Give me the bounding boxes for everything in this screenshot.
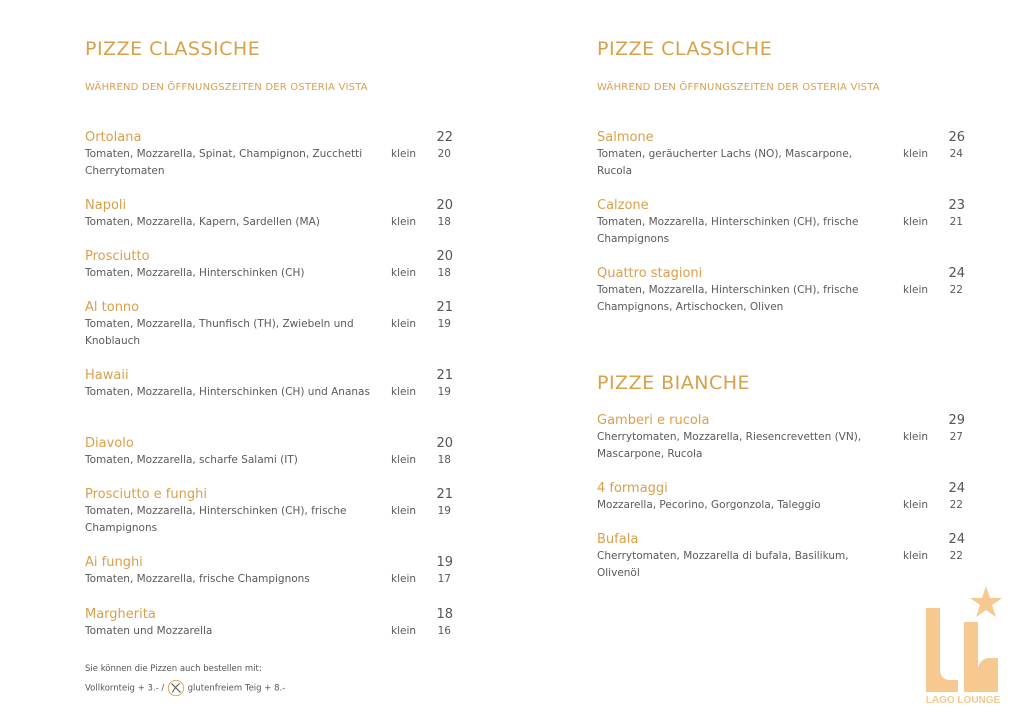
- menu-item: [85, 299, 453, 350]
- item-price: 22: [436, 130, 453, 145]
- small-size-price: 19: [437, 318, 451, 330]
- item-price: 24: [948, 481, 965, 496]
- small-size-label: klein: [391, 573, 417, 585]
- item-description: Tomaten, Mozzarella, Thunfisch (TH), Zwiebeln und Knoblauch: [85, 318, 354, 347]
- menu-item: [597, 197, 965, 248]
- item-description: Mozzarella, Pecorino, Gorgonzola, Taleggio: [597, 499, 821, 511]
- item-name: Bufala: [597, 532, 639, 547]
- item-price: 21: [436, 368, 453, 383]
- footer-note: Sie können die Pizzen auch bestellen mit:: [85, 664, 262, 674]
- small-size-label: klein: [391, 148, 417, 160]
- item-name: Calzone: [597, 198, 649, 213]
- item-name: Margherita: [85, 607, 156, 622]
- right-section-title: PIZZE CLASSICHE: [597, 38, 773, 60]
- menu-item: [85, 486, 453, 537]
- menu-item: [85, 606, 453, 640]
- item-name: Ortolana: [85, 130, 142, 145]
- item-description: Tomaten und Mozzarella: [85, 625, 213, 637]
- item-name: Diavolo: [85, 436, 134, 451]
- item-price: 24: [948, 532, 965, 547]
- small-size-price: 17: [437, 573, 451, 585]
- menu-item: [597, 480, 965, 514]
- svg-text:LAGO LOUNGE: LAGO LOUNGE: [925, 695, 1001, 706]
- item-description: Tomaten, geräucherter Lachs (NO), Mascarpone, Rucola: [597, 148, 853, 177]
- lago-lounge-logo: [918, 584, 1008, 706]
- item-name: Napoli: [85, 198, 127, 213]
- left-section-subtitle: WÄHREND DEN ÖFFNUNGSZEITEN DER OSTERIA VISTA: [85, 82, 368, 93]
- bianche-section-title: PIZZE BIANCHE: [597, 372, 751, 394]
- item-description: Tomaten, Mozzarella, frische Champignons: [85, 573, 310, 585]
- item-description: Cherrytomaten, Mozzarella, Riesencrevetten (VN), Mascarpone, Rucola: [597, 431, 862, 460]
- small-size-label: klein: [903, 550, 929, 562]
- item-description: Tomaten, Mozzarella, Spinat, Champignon, Zucchetti Cherrytomaten: [85, 148, 363, 177]
- menu-item: [597, 129, 965, 180]
- item-description: Tomaten, Mozzarella, Hinterschinken (CH): [85, 267, 305, 279]
- item-name: Quattro stagioni: [597, 266, 703, 281]
- small-size-price: 20: [437, 148, 451, 160]
- menu-item: [597, 265, 965, 316]
- item-price: 26: [948, 130, 965, 145]
- small-size-label: klein: [903, 284, 929, 296]
- item-price: 21: [436, 487, 453, 502]
- small-size-label: klein: [903, 216, 929, 228]
- small-size-price: 18: [437, 454, 451, 466]
- item-description: Tomaten, Mozzarella, scharfe Salami (IT): [85, 454, 298, 466]
- item-price: 20: [436, 198, 453, 213]
- small-size-price: 22: [949, 550, 963, 562]
- small-size-price: 24: [949, 148, 963, 160]
- small-size-label: klein: [903, 499, 929, 511]
- item-description: Tomaten, Mozzarella, Hinterschinken (CH), frische Champignons: [85, 505, 347, 534]
- small-size-label: klein: [391, 318, 417, 330]
- item-price: 20: [436, 249, 453, 264]
- item-name: Prosciutto: [85, 249, 150, 264]
- gluten-free-option: glutenfreiem Teig + 8.-: [187, 683, 286, 694]
- small-size-price: 18: [437, 267, 451, 279]
- item-description: Tomaten, Mozzarella, Kapern, Sardellen (MA): [85, 216, 320, 228]
- menu-item: [85, 248, 453, 282]
- menu-item: [85, 197, 453, 231]
- item-price: 23: [948, 198, 965, 213]
- right-section-subtitle: WÄHREND DEN ÖFFNUNGSZEITEN DER OSTERIA VISTA: [597, 82, 880, 93]
- small-size-price: 21: [949, 216, 963, 228]
- small-size-label: klein: [391, 454, 417, 466]
- item-description: Tomaten, Mozzarella, Hinterschinken (CH), frische Champignons, Artischocken, Oliven: [597, 284, 859, 313]
- small-size-price: 22: [949, 499, 963, 511]
- small-size-label: klein: [391, 386, 417, 398]
- item-description: Tomaten, Mozzarella, Hinterschinken (CH) und Ananas: [85, 386, 370, 398]
- menu-item: [597, 412, 965, 463]
- small-size-price: 22: [949, 284, 963, 296]
- item-name: Al tonno: [85, 300, 140, 315]
- menu-item: [85, 367, 453, 401]
- item-name: Prosciutto e funghi: [85, 487, 207, 502]
- left-section-title: PIZZE CLASSICHE: [85, 38, 261, 60]
- wholegrain-option: Vollkornteig + 3.- /: [85, 683, 165, 694]
- item-name: Ai funghi: [85, 555, 143, 570]
- menu-item: [597, 531, 965, 582]
- item-name: 4 formaggi: [597, 481, 668, 496]
- item-description: Tomaten, Mozzarella, Hinterschinken (CH), frische Champignons: [597, 216, 859, 245]
- small-size-label: klein: [391, 267, 417, 279]
- item-price: 24: [948, 266, 965, 281]
- small-size-label: klein: [391, 625, 417, 637]
- small-size-label: klein: [903, 148, 929, 160]
- menu-item: [85, 129, 453, 180]
- menu-item: [85, 554, 453, 588]
- item-description: Cherrytomaten, Mozzarella di bufala, Basilikum, Olivenöl: [597, 550, 849, 579]
- small-size-label: klein: [391, 216, 417, 228]
- small-size-label: klein: [903, 431, 929, 443]
- small-size-price: 19: [437, 505, 451, 517]
- menu-item: [85, 435, 453, 469]
- item-name: Salmone: [597, 130, 654, 145]
- small-size-price: 19: [437, 386, 451, 398]
- small-size-label: klein: [391, 505, 417, 517]
- item-name: Gamberi e rucola: [597, 413, 710, 428]
- small-size-price: 16: [437, 625, 451, 637]
- small-size-price: 18: [437, 216, 451, 228]
- item-name: Hawaii: [85, 368, 129, 383]
- small-size-price: 27: [949, 431, 963, 443]
- item-price: 21: [436, 300, 453, 315]
- item-price: 19: [436, 555, 453, 570]
- footer-options: [85, 679, 285, 697]
- item-price: 18: [436, 607, 453, 622]
- gluten-free-icon: [167, 679, 185, 697]
- item-price: 20: [436, 436, 453, 451]
- item-price: 29: [948, 413, 965, 428]
